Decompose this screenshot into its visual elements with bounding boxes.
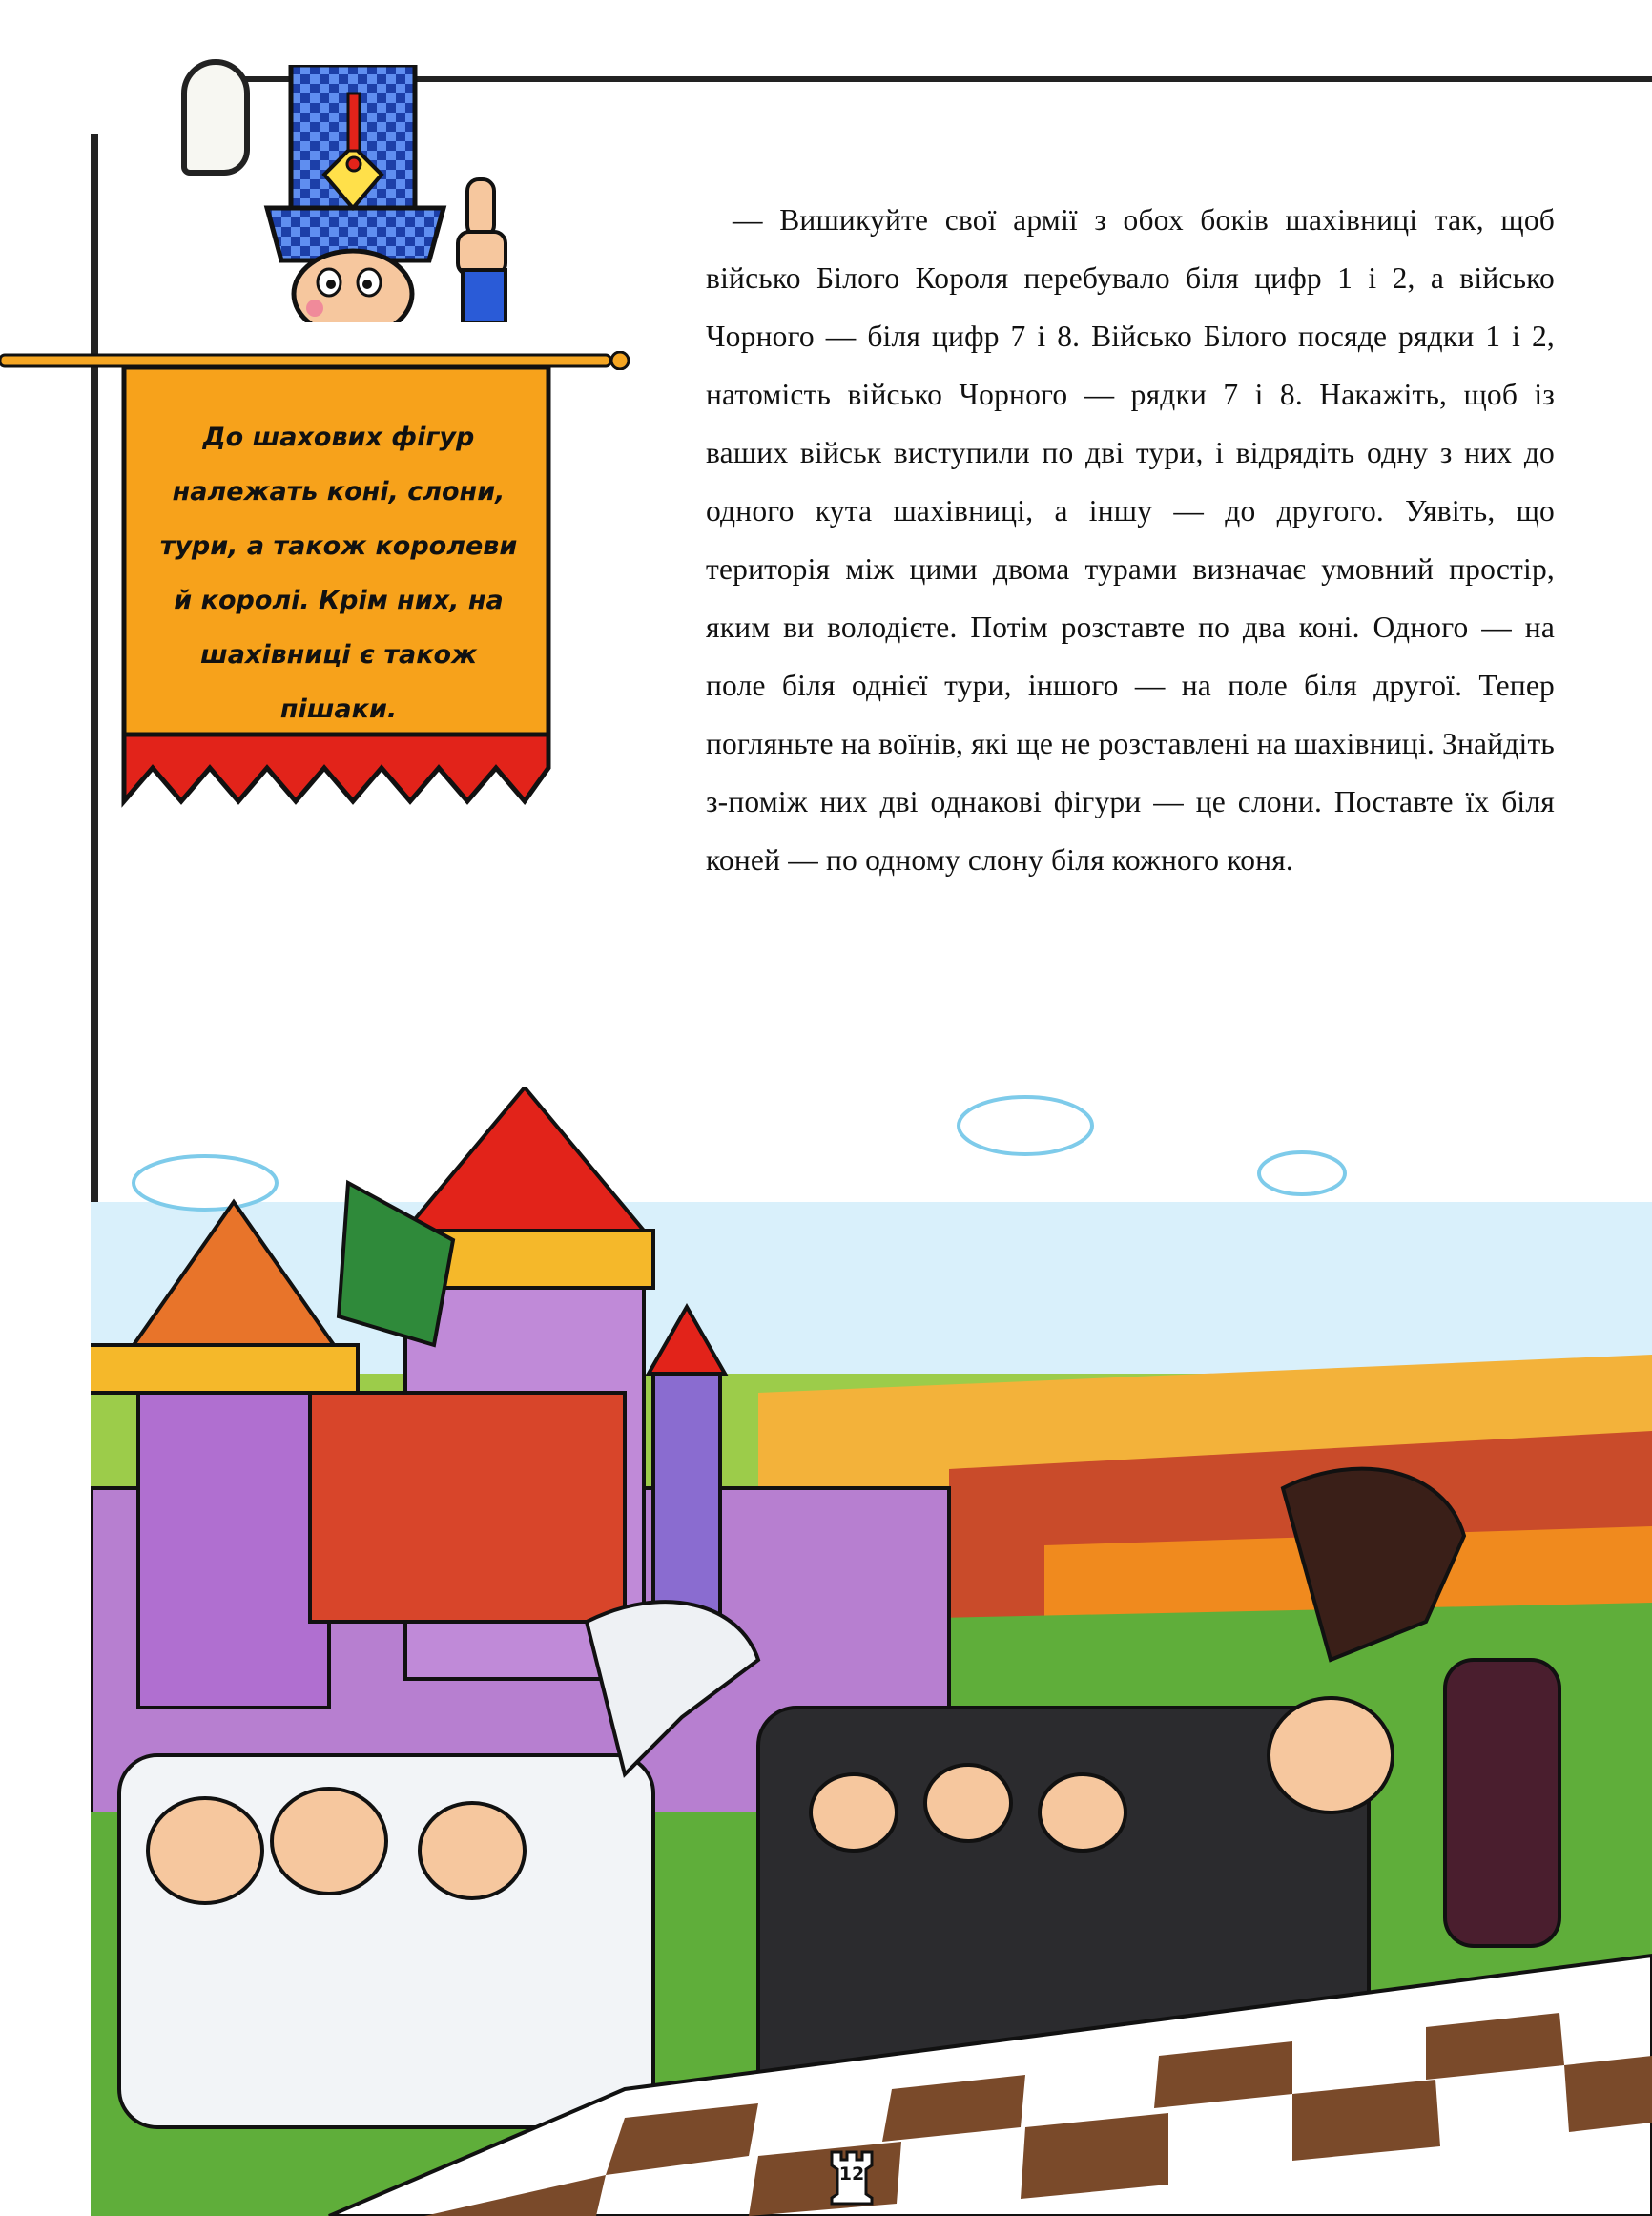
- banner-note: До шахових фігур належать коні, слони, тури, а також королеви й королі. Крім них, на шахівниці є також пішаки.: [159, 423, 518, 724]
- page-number: 12: [838, 2164, 865, 2185]
- body-paragraph: — Вишикуйте свої армії з обох боків шахівниці так, щоб військо Білого Короля перебувало біля цифр 1 і 2, а військо Чорного — біля цифр 7 і 8. Військо Білого посяде рядки 1 і 2, натомість військо Чорного — рядки 7 і 8. Накажіть, щоб із ваших військ виступили по дві тури, і відрядіть одну з них до одного кута шахівниці, а іншу — до другого. Уявіть, що територія між цими двома турами визначає умовний простір, яким ви володієте. Потім розставте по два коні. Одного — на поле біля однієї тури, іншого — на поле біля другої. Тепер погляньте на воїнів, які ще не розставлені на шахівниці. Знайдіть з-поміж них дві однакові фігури — це слони. Поставте їх біля коней — по одному слону біля кожного коня.: [706, 203, 1555, 877]
- scroll-curl-top: [181, 59, 250, 176]
- body-text-block: [706, 191, 1555, 889]
- chess-armies-illustration: [91, 1087, 1652, 2216]
- herald-character-illustration: [262, 65, 510, 322]
